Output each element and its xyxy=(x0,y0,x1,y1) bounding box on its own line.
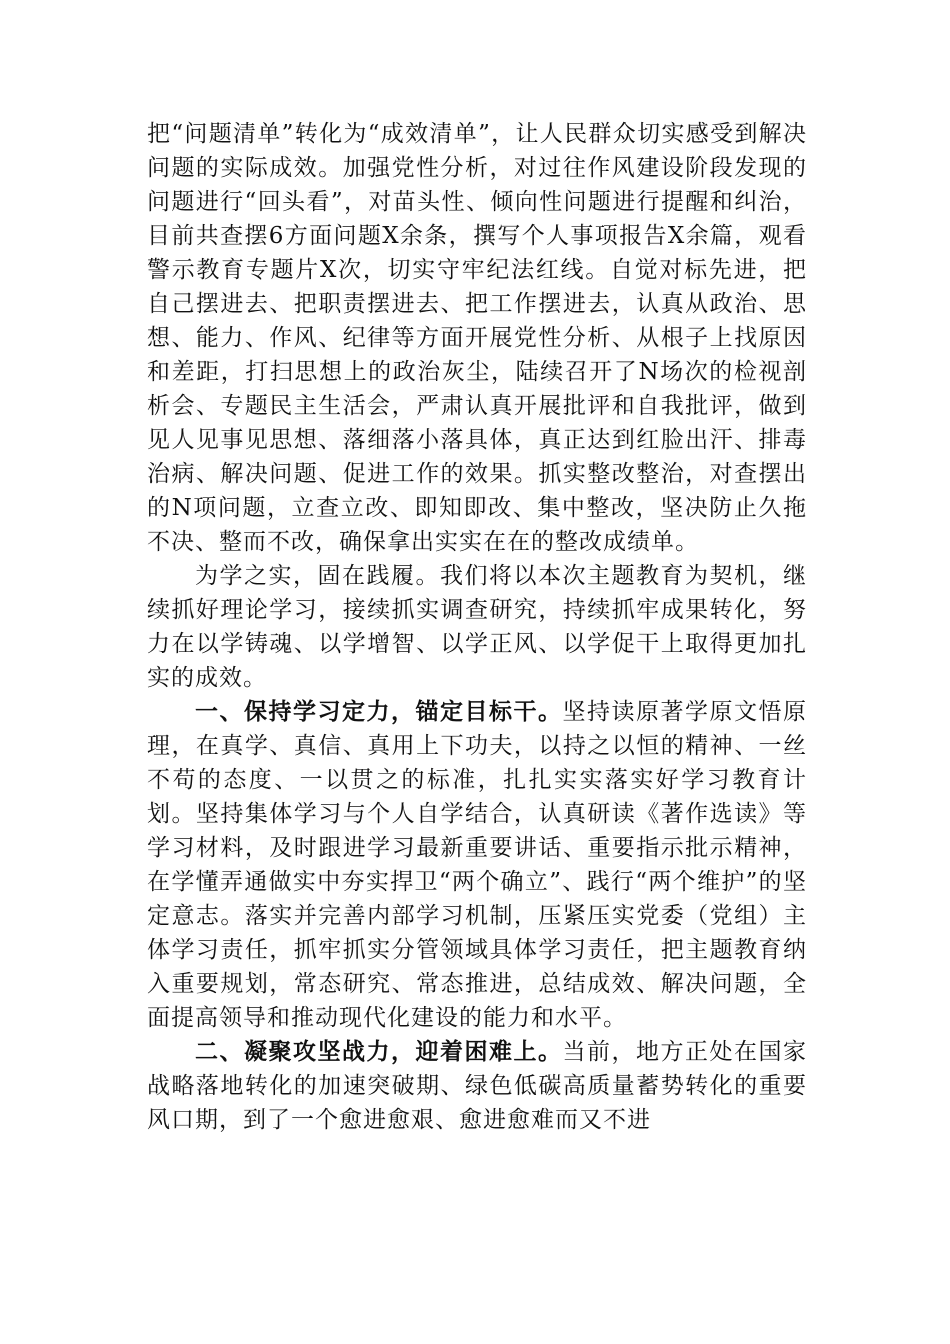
paragraph-section-one xyxy=(147,695,807,1035)
paragraph-text: 当前，地方正处在国家战略落地转化的加速突破期、绿色低碳高质量蓄势转化的重要风口期，到了一个愈进愈艰、愈进愈难而又不进 xyxy=(147,1039,807,1133)
document-body xyxy=(147,117,807,1137)
paragraph-continuation xyxy=(147,117,807,559)
section-heading: 一、保持学习定力，锚定目标干。 xyxy=(195,699,563,725)
paragraph-text: 坚持读原著学原文悟原理，在真学、真信、真用上下功夫，以持之以恒的精神、一丝不苟的态度、一以贯之的标准，扎扎实实落实好学习教育计划。坚持集体学习与个人自学结合，认真研读《著作选读》等学习材料，及时跟进学习最新重要讲话、重要指示批示精神，在学懂弄通做实中夯实捍卫“两个确立”、践行“两个维护”的坚定意志。落实并完善内部学习机制，压紧压实党委（党组）主体学习责任，抓牢抓实分管领域具体学习责任，把主题教育纳入重要规划，常态研究、常态推进，总结成效、解决问题，全面提高领导和推动现代化建设的能力和水平。 xyxy=(147,699,807,1031)
paragraph-section-two xyxy=(147,1035,807,1137)
paragraph-summary xyxy=(147,559,807,695)
paragraph-text: 为学之实，固在践履。我们将以本次主题教育为契机，继续抓好理论学习，接续抓实调查研究，持续抓牢成果转化，努力在以学铸魂、以学增智、以学正风、以学促干上取得更加扎实的成效。 xyxy=(147,563,807,691)
paragraph-text: 把“问题清单”转化为“成效清单”，让人民群众切实感受到解决问题的实际成效。加强党性分析，对过往作风建设阶段发现的问题进行“回头看”，对苗头性、倾向性问题进行提醒和纠治，目前共查摆6方面问题X余条，撰写个人事项报告X余篇，观看警示教育专题片X次，切实守牢纪法红线。自觉对标先进，把自己摆进去、把职责摆进去、把工作摆进去，认真从政治、思想、能力、作风、纪律等方面开展党性分析、从根子上找原因和差距，打扫思想上的政治灰尘，陆续召开了N场次的检视剖析会、专题民主生活会，严肃认真开展批评和自我批评，做到见人见事见思想、落细落小落具体，真正达到红脸出汗、排毒治病、解决问题、促进工作的效果。抓实整改整治，对查摆出的N项问题，立查立改、即知即改、集中整改，坚决防止久拖不决、整而不改，确保拿出实实在在的整改成绩单。 xyxy=(147,121,807,555)
section-heading: 二、凝聚攻坚战力，迎着困难上。 xyxy=(195,1039,563,1065)
